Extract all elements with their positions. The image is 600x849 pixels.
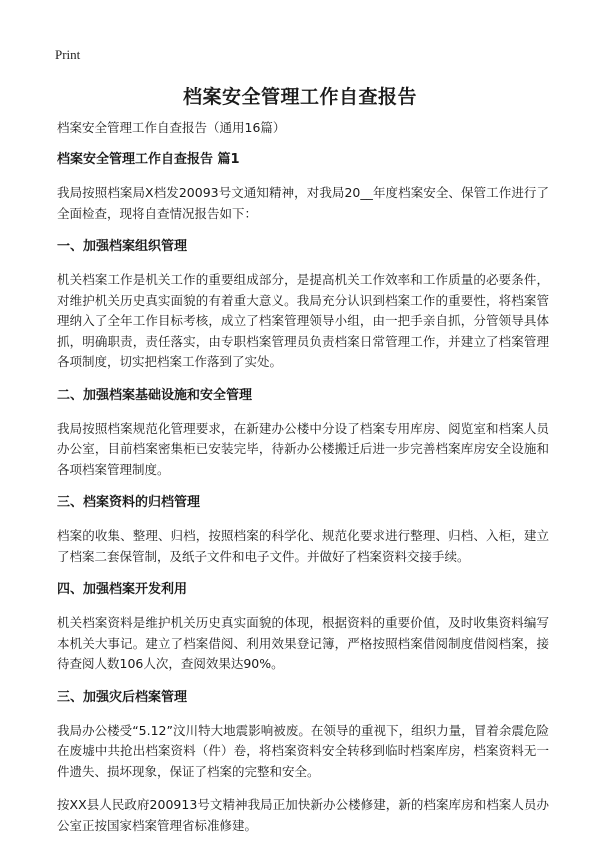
intro-paragraph: 我局按照档案局X档发20093号文通知精神，对我局20__年度档案安全、保管工作进行了全面检查，现将自查情况报告如下： (57, 185, 549, 221)
section-1-paragraph: 机关档案工作是机关工作的重要组成部分，是提高机关工作效率和工作质量的必要条件，对维护机关历史真实面貌的有着重大意义。我局充分认识到档案工作的重要性，将档案管理纳入了全年工作目标考核，成立了档案管理领导小组，由一把手亲自抓，分管领导具体抓，明确职责，责任落实，由专职档案管理员负责档案日常管理工作，并建立了档案管理各项制度，切实把档案工作落到了实处。 (57, 272, 549, 369)
print-label: Print (55, 47, 81, 62)
document-subtitle: 档案安全管理工作自查报告（通用16篇） (57, 120, 286, 135)
document-body (57, 118, 549, 849)
section-heading-4: 四、加强档案开发利用 (57, 582, 188, 597)
section-2-paragraph: 我局按照档案规范化管理要求，在新建办公楼中分设了档案专用库房、阅览室和档案人员办公室，目前档案密集柜已安装完毕，待新办公楼搬迁后进一步完善档案库房安全设施和各项档案管理制度。 (57, 420, 549, 477)
section-heading-2: 二、加强档案基础设施和安全管理 (57, 387, 253, 403)
section-heading-1: 一、加强档案组织管理 (57, 239, 188, 254)
section-5-paragraph-2: 按XX县人民政府200913号文精神我局正加快新办公楼修建，新的档案库房和档案人员办公室正按国家档案管理省标准修建。 (57, 797, 549, 833)
article-heading: 档案安全管理工作自查报告 篇1 (57, 152, 240, 167)
page-title: 档案安全管理工作自查报告 (182, 86, 417, 108)
section-heading-3: 三、档案资料的归档管理 (57, 495, 201, 510)
section-5-paragraph-1: 我局办公楼受“5.12”汶川特大地震影响被废。在领导的重视下，组织力量，冒着余震危险在废墟中共抢出档案资料（件）卷，将档案资料安全转移到临时档案库房，档案资料无一件遗失、损坏现象，保证了档案的完整和安全。 (57, 722, 549, 779)
section-4-paragraph: 机关档案资料是维护机关历史真实面貌的体现，根据资料的重要价值，及时收集资料编写本机关大事记。建立了档案借阅、利用效果登记簿，严格按照档案借阅制度借阅档案，接待查阅人数106人次，查阅效果达90%。 (57, 615, 549, 671)
section-3-paragraph: 档案的收集、整理、归档，按照档案的科学化、规范化要求进行整理、归档、入柜，建立了档案二套保管制，及纸子文件和电子文件。并做好了档案资料交接手续。 (57, 528, 549, 564)
section-heading-5: 三、加强灾后档案管理 (57, 689, 188, 705)
